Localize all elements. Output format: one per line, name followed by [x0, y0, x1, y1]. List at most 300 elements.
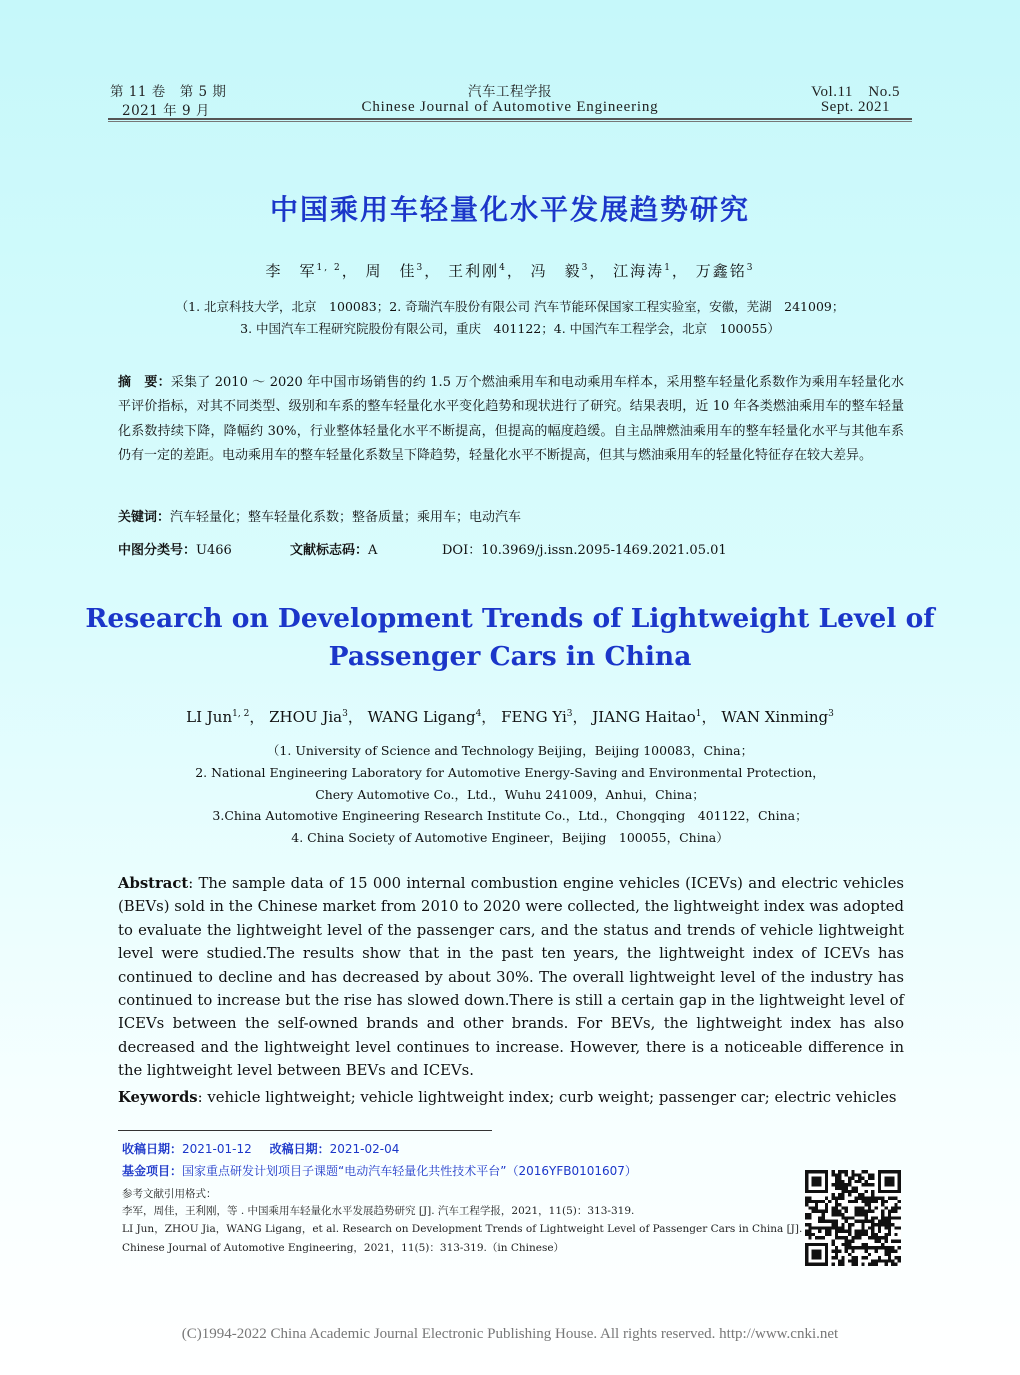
author-sup: 3 — [566, 709, 573, 719]
qr-module — [871, 1177, 874, 1180]
abstract-cn-text: 采集了 2010 ～ 2020 年中国市场销售的约 1.5 万个燃油乘用车和电动乘用车样本，采用整车轻量化系数作为乘用车轻量化水平评价指标，对其不同类型、级别和车系的整车轻量化水平变化趋势和现状进行了研究。结果表明，近 10 年各类燃油乘用车的整车轻量化系数持续下降，降幅约 30%，行业整体轻量化水平不断提高，但提高的幅度趋缓。自主品牌燃油乘用车的整车轻量化水平与其他车系仍有一定的差距。电动乘用车的整车轻量化系数呈下降趋势，轻量化水平不断提高，但其与燃油乘用车的轻量化特征存在较大差异。 — [118, 375, 904, 463]
date-en: Sept. 2021 — [820, 99, 890, 115]
qr-module — [831, 1220, 834, 1223]
qr-module — [845, 1210, 848, 1213]
qr-module — [828, 1230, 831, 1233]
qr-module — [835, 1180, 838, 1183]
qr-module — [894, 1206, 897, 1209]
qr-module — [861, 1210, 864, 1213]
qr-module — [841, 1187, 844, 1190]
qr-module — [881, 1210, 884, 1213]
qr-module — [881, 1246, 884, 1249]
qr-module — [865, 1216, 868, 1219]
keywords-cn-text: 汽车轻量化；整车轻量化系数；整备质量；乘用车；电动汽车 — [170, 510, 522, 525]
qr-module — [898, 1206, 901, 1209]
qr-module — [855, 1180, 858, 1183]
affiliation-en-line: Chery Automotive Co.，Ltd.，Wuhu 241009，Anhui，China； — [315, 786, 705, 802]
qr-module — [868, 1263, 871, 1266]
fund-info — [122, 1162, 637, 1179]
cite-en-line: LI Jun，ZHOU Jia，WANG Ligang，et al. Research on Development Trends of Lightweight Level of Passenger Cars in China [J]. — [122, 1223, 803, 1235]
author-sep: ， — [347, 708, 363, 726]
qr-module — [845, 1183, 848, 1186]
qr-module — [878, 1259, 881, 1262]
affiliation-en-line: （1. University of Science and Technology Beijing，Beijing 100083，China； — [266, 743, 754, 758]
clc-value: U466 — [196, 543, 232, 558]
abstract-en-label: Abstract — [118, 875, 189, 892]
qr-module — [871, 1193, 874, 1196]
qr-module — [841, 1263, 844, 1266]
qr-module — [808, 1206, 811, 1209]
qr-module — [825, 1230, 828, 1233]
doi-value: 10.3969/j.issn.2095-1469.2021.05.01 — [481, 543, 727, 558]
qr-module — [815, 1236, 818, 1239]
qr-module — [894, 1226, 897, 1229]
qr-module — [848, 1230, 851, 1233]
qr-module — [868, 1210, 871, 1213]
qr-module — [861, 1223, 864, 1226]
qr-module — [855, 1206, 858, 1209]
qr-module — [858, 1173, 861, 1176]
affiliation-en-line: 3.China Automotive Engineering Research Institute Co.，Ltd.，Chongqing 401122，China； — [212, 808, 808, 824]
qr-module — [894, 1249, 897, 1252]
qr-module — [815, 1206, 818, 1209]
qr-module — [838, 1177, 841, 1180]
qr-module — [808, 1223, 811, 1226]
qr-module — [881, 1203, 884, 1206]
qr-module — [805, 1196, 808, 1199]
qr-module — [875, 1200, 878, 1203]
qr-module — [855, 1246, 858, 1249]
qr-module — [868, 1220, 871, 1223]
qr-module — [871, 1220, 874, 1223]
qr-module — [815, 1200, 818, 1203]
qr-module — [831, 1193, 834, 1196]
qr-module — [855, 1190, 858, 1193]
qr-module — [835, 1210, 838, 1213]
qr-module — [831, 1243, 834, 1246]
qr-module — [888, 1223, 891, 1226]
author-sep: ， — [506, 262, 524, 280]
qr-module — [865, 1233, 868, 1236]
qr-module — [851, 1240, 854, 1243]
qr-module — [841, 1183, 844, 1186]
qr-module — [888, 1246, 891, 1249]
author-en: WAN Xinming — [721, 708, 829, 726]
qr-module — [858, 1180, 861, 1183]
issue-cn: 第 11 卷 第 5 期 — [110, 84, 227, 100]
doc-code — [290, 539, 377, 558]
qr-module — [841, 1193, 844, 1196]
qr-module — [878, 1246, 881, 1249]
qr-module — [865, 1249, 868, 1252]
qr-module — [841, 1243, 844, 1246]
qr-module — [845, 1246, 848, 1249]
qr-module — [831, 1196, 834, 1199]
qr-module — [871, 1216, 874, 1219]
qr-module — [865, 1180, 868, 1183]
qr-module — [805, 1230, 808, 1233]
copyright-notice: (C)1994-2022 China Academic Journal Electronic Publishing House. All rights reserved. http://www.cnki.net — [181, 1326, 839, 1342]
qr-module — [831, 1256, 834, 1259]
qr-module — [838, 1187, 841, 1190]
qr-module — [858, 1206, 861, 1209]
qr-module — [851, 1246, 854, 1249]
qr-module — [835, 1187, 838, 1190]
qr-module — [805, 1213, 808, 1216]
abstract-cn-label: 摘 要： — [118, 375, 171, 390]
qr-module — [815, 1226, 818, 1229]
qr-module — [888, 1210, 891, 1213]
qr-module — [855, 1259, 858, 1262]
qr-module — [891, 1240, 894, 1243]
qr-module — [848, 1193, 851, 1196]
qr-module — [818, 1210, 821, 1213]
qr-module — [835, 1230, 838, 1233]
authors-cn — [0, 260, 1020, 281]
qr-module — [835, 1220, 838, 1223]
qr-module — [875, 1246, 878, 1249]
qr-module — [841, 1226, 844, 1229]
qr-module — [822, 1200, 825, 1203]
qr-module — [848, 1226, 851, 1229]
qr-module — [851, 1223, 854, 1226]
qr-module — [894, 1203, 897, 1206]
qr-module — [871, 1236, 874, 1239]
qr-module — [835, 1196, 838, 1199]
qr-module — [878, 1236, 881, 1239]
author-sep: ， — [481, 708, 497, 726]
qr-module — [871, 1196, 874, 1199]
qr-module — [884, 1263, 887, 1266]
cite-en-line: Chinese Journal of Automotive Engineering，2021，11(5)：313-319.（in Chinese） — [122, 1242, 565, 1254]
abstract-en — [118, 872, 904, 1083]
qr-module — [888, 1253, 891, 1256]
affiliation-en-line: 2. National Engineering Laboratory for Automotive Energy-Saving and Environmental Protection， — [195, 764, 825, 780]
qr-module — [835, 1177, 838, 1180]
qr-module — [848, 1177, 851, 1180]
qr-module — [891, 1206, 894, 1209]
qr-module — [835, 1183, 838, 1186]
author-en: JIANG Haitao — [592, 708, 696, 726]
qr-module — [831, 1226, 834, 1229]
qr-module — [805, 1203, 808, 1206]
qr-module — [878, 1196, 881, 1199]
qr-module — [894, 1233, 897, 1236]
title-en — [0, 600, 1020, 676]
qr-module — [845, 1206, 848, 1209]
qr-module — [838, 1210, 841, 1213]
qr-module — [851, 1187, 854, 1190]
qr-module — [875, 1236, 878, 1239]
header-rule — [108, 118, 912, 120]
qr-module — [865, 1213, 868, 1216]
qr-module — [884, 1240, 887, 1243]
qr-module — [855, 1220, 858, 1223]
qr-module — [818, 1220, 821, 1223]
qr-module — [861, 1230, 864, 1233]
qr-module — [855, 1236, 858, 1239]
author-sup: 1 — [664, 263, 672, 273]
qr-module — [812, 1177, 822, 1187]
qr-module — [808, 1236, 811, 1239]
qr-module — [848, 1259, 851, 1262]
qr-module — [871, 1259, 874, 1262]
qr-module — [868, 1200, 871, 1203]
fund-value: 国家重点研发计划项目子课题“电动汽车轻量化共性技术平台”（2016YFB0101607） — [182, 1164, 637, 1178]
qr-module — [822, 1213, 825, 1216]
author-sep: ， — [589, 262, 607, 280]
qr-module — [858, 1196, 861, 1199]
author-en: LI Jun — [186, 708, 233, 726]
qr-module — [855, 1263, 858, 1266]
qr-module — [881, 1236, 884, 1239]
qr-module — [851, 1173, 854, 1176]
qr-module — [831, 1213, 834, 1216]
qr-module — [848, 1190, 851, 1193]
qr-module — [822, 1220, 825, 1223]
qr-module — [812, 1200, 815, 1203]
author-sep: ， — [572, 708, 588, 726]
qr-module — [861, 1243, 864, 1246]
qr-module — [848, 1243, 851, 1246]
author-sup: 4 — [499, 263, 507, 273]
qr-module — [845, 1187, 848, 1190]
qr-module — [858, 1220, 861, 1223]
qr-module — [884, 1249, 887, 1252]
qr-module — [815, 1203, 818, 1206]
qr-module — [855, 1200, 858, 1203]
qr-module — [818, 1230, 821, 1233]
qr-module — [884, 1253, 887, 1256]
author-cn: 冯 毅 — [530, 262, 582, 280]
qr-module — [878, 1220, 881, 1223]
qr-module — [891, 1263, 894, 1266]
affiliation-cn-line: 3. 中国汽车工程研究院股份有限公司，重庆 401122；4. 中国汽车工程学会，北京 100055） — [240, 321, 780, 336]
qr-module — [848, 1240, 851, 1243]
qr-module — [898, 1216, 901, 1219]
received-dates — [122, 1140, 399, 1157]
qr-module — [881, 1216, 884, 1219]
qr-module — [858, 1230, 861, 1233]
qr-module — [898, 1240, 901, 1243]
qr-module — [808, 1196, 811, 1199]
qr-module — [841, 1236, 844, 1239]
qr-module — [888, 1256, 891, 1259]
qr-module — [888, 1230, 891, 1233]
qr-module — [898, 1246, 901, 1249]
doi — [442, 539, 727, 558]
qr-module — [825, 1233, 828, 1236]
qr-module — [868, 1246, 871, 1249]
qr-module — [841, 1170, 844, 1173]
qr-module — [865, 1200, 868, 1203]
qr-module — [875, 1206, 878, 1209]
affiliation-cn-line: （1. 北京科技大学，北京 100083；2. 奇瑞汽车股份有限公司 汽车节能环保国家工程实验室，安徽，芜湖 241009； — [175, 299, 845, 314]
qr-module — [894, 1263, 897, 1266]
author-sep: ， — [249, 708, 265, 726]
author-sup: 3 — [416, 263, 425, 273]
keywords-cn — [118, 506, 521, 525]
qr-module — [898, 1259, 901, 1262]
qr-module — [894, 1256, 897, 1259]
qr-module — [861, 1233, 864, 1236]
qr-module — [841, 1206, 844, 1209]
qr-module — [875, 1263, 878, 1266]
qr-module — [851, 1216, 854, 1219]
qr-module — [881, 1213, 884, 1216]
qr-module — [878, 1230, 881, 1233]
qr-module — [881, 1223, 884, 1226]
qr-module — [861, 1170, 864, 1173]
qr-module — [868, 1196, 871, 1199]
qr-module — [851, 1256, 854, 1259]
doc-value: A — [368, 543, 378, 558]
qr-module — [835, 1256, 838, 1259]
qr-module — [855, 1187, 858, 1190]
qr-module — [884, 1259, 887, 1262]
qr-module — [835, 1253, 838, 1256]
doc-label: 文献标志码： — [290, 543, 369, 558]
qr-module — [835, 1236, 838, 1239]
qr-module — [865, 1230, 868, 1233]
author-sep: ， — [701, 708, 717, 726]
qr-module — [878, 1256, 881, 1259]
qr-module — [858, 1233, 861, 1236]
qr-module — [888, 1249, 891, 1252]
author-sup: 1, 2 — [316, 263, 342, 273]
qr-module — [812, 1249, 822, 1259]
qr-code[interactable] — [805, 1170, 901, 1266]
qr-module — [845, 1243, 848, 1246]
qr-module — [865, 1256, 868, 1259]
qr-module — [871, 1223, 874, 1226]
qr-module — [812, 1206, 815, 1209]
qr-module — [891, 1210, 894, 1213]
qr-module — [805, 1233, 808, 1236]
qr-module — [865, 1183, 868, 1186]
qr-module — [884, 1177, 894, 1187]
qr-module — [848, 1246, 851, 1249]
qr-module — [851, 1263, 854, 1266]
qr-module — [884, 1220, 887, 1223]
qr-module — [848, 1180, 851, 1183]
qr-module — [845, 1236, 848, 1239]
qr-module — [891, 1196, 894, 1199]
qr-module — [861, 1256, 864, 1259]
qr-module — [888, 1233, 891, 1236]
vol-en: Vol.11 No.5 — [811, 84, 900, 100]
qr-module — [878, 1240, 881, 1243]
qr-module — [818, 1216, 821, 1219]
qr-module — [831, 1263, 834, 1266]
qr-module — [838, 1230, 841, 1233]
qr-module — [894, 1210, 897, 1213]
qr-module — [858, 1213, 861, 1216]
qr-module — [861, 1246, 864, 1249]
authors-en — [0, 706, 1020, 727]
qr-module — [835, 1249, 838, 1252]
qr-module — [871, 1230, 874, 1233]
author-sup: 4 — [475, 709, 482, 719]
qr-module — [888, 1220, 891, 1223]
doi-label: DOI： — [442, 543, 482, 558]
qr-module — [835, 1213, 838, 1216]
qr-module — [845, 1170, 848, 1173]
qr-module — [884, 1246, 887, 1249]
author-sep: ， — [671, 262, 689, 280]
qr-module — [871, 1226, 874, 1229]
author-en: WANG Ligang — [367, 708, 476, 726]
qr-module — [875, 1196, 878, 1199]
author-cn: 李 军 — [265, 262, 317, 280]
qr-module — [858, 1236, 861, 1239]
qr-module — [865, 1243, 868, 1246]
qr-module — [845, 1230, 848, 1233]
qr-module — [861, 1220, 864, 1223]
qr-module — [865, 1196, 868, 1199]
qr-module — [808, 1200, 811, 1203]
qr-module — [868, 1203, 871, 1206]
qr-module — [835, 1226, 838, 1229]
qr-module — [894, 1196, 897, 1199]
author-cn: 万鑫铭 — [695, 262, 747, 280]
journal-en: Chinese Journal of Automotive Engineering — [361, 99, 659, 115]
keywords-cn-label: 关键词： — [118, 510, 171, 525]
qr-module — [871, 1173, 874, 1176]
qr-module — [808, 1226, 811, 1229]
qr-module — [861, 1213, 864, 1216]
qr-module — [881, 1220, 884, 1223]
qr-module — [884, 1223, 887, 1226]
qr-module — [865, 1246, 868, 1249]
qr-module — [838, 1263, 841, 1266]
qr-module — [884, 1206, 887, 1209]
qr-module — [838, 1226, 841, 1229]
qr-module — [831, 1206, 834, 1209]
qr-module — [812, 1226, 815, 1229]
qr-module — [845, 1249, 848, 1252]
qr-module — [851, 1236, 854, 1239]
qr-module — [831, 1249, 834, 1252]
qr-module — [891, 1246, 894, 1249]
author-cn: 江海涛 — [613, 262, 665, 280]
qr-module — [871, 1210, 874, 1213]
qr-module — [838, 1193, 841, 1196]
qr-module — [841, 1216, 844, 1219]
qr-module — [851, 1170, 854, 1173]
date-cn: 2021 年 9 月 — [122, 103, 210, 119]
qr-module — [884, 1236, 887, 1239]
revised-value: 2021-02-04 — [329, 1142, 400, 1156]
qr-module — [822, 1210, 825, 1213]
qr-module — [822, 1236, 825, 1239]
abstract-cn — [118, 371, 904, 468]
footnote-rule — [118, 1130, 492, 1131]
qr-module — [861, 1183, 864, 1186]
qr-module — [835, 1200, 838, 1203]
qr-module — [841, 1230, 844, 1233]
qr-module — [838, 1213, 841, 1216]
qr-module — [894, 1216, 897, 1219]
qr-module — [861, 1200, 864, 1203]
qr-module — [812, 1210, 815, 1213]
abstract-en-text: : The sample data of 15 000 internal combustion engine vehicles (ICEVs) and electric vehicles (BEVs) sold in the Chinese market from 2010 to 2020 were collected, the lightweight index was adopted to evaluate the lightweight level of the passenger cars, and the status and trends of vehicle lightweight level were studied.The results show that in the past ten years, the lightweight index of ICEVs has continued to decline and has decreased by about 30%. The overall lightweight level of the industry has continued to increase but the rise has slowed down.There is still a certain gap in the lightweight level of ICEVs between the self-owned brands and other brands. For BEVs, the lightweight index has also decreased and the lightweight level continues to increase. However, there is a noticeable difference in the lightweight level between BEVs and ICEVs. — [118, 875, 904, 1080]
keywords-en — [118, 1089, 897, 1106]
qr-module — [881, 1200, 884, 1203]
qr-module — [871, 1183, 874, 1186]
qr-module — [871, 1200, 874, 1203]
cite-label: 参考文献引用格式： — [122, 1188, 217, 1200]
